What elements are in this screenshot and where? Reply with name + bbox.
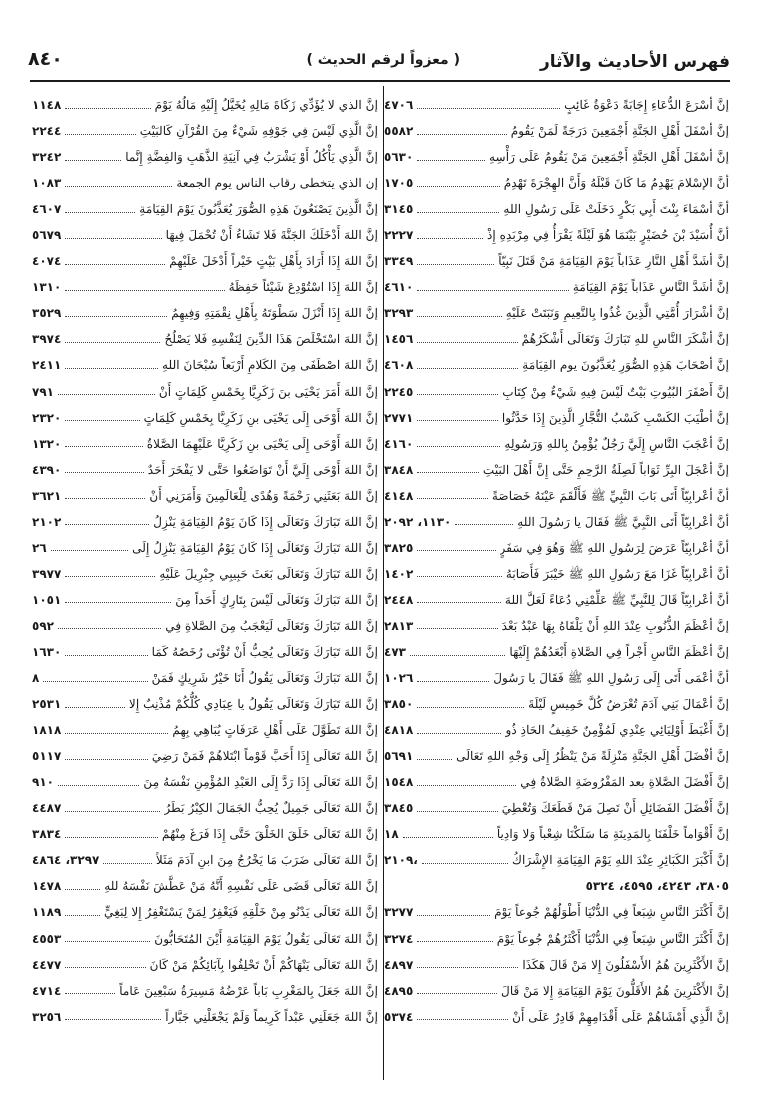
leader-dots [417, 394, 498, 395]
leader-dots [417, 472, 479, 473]
hadith-number: ٥٦٧٩ [32, 228, 62, 243]
leader-dots [417, 993, 497, 994]
leader-dots [417, 550, 495, 551]
hadith-text: إنَّ أَكْثَرَ النَّاسِ شِبَعاً فِي الدُّنْيَا أَكْثَرُهُمْ جُوعاً يَوْمَ [496, 931, 729, 946]
header-rule [30, 80, 730, 82]
hadith-number: ٢٥٣١ [32, 697, 62, 712]
hadith-number: ٤١٦٠ [384, 436, 414, 451]
hadith-text: إنَّ اللهَ أَوْحَى إِلَيَّ أَنْ تَوَاضَعُوا حَتَّى لا يَفْخَرَ أَحَدٌ [147, 462, 378, 477]
hadith-number: ٤١٤٨ [384, 488, 414, 503]
hadith-number: ٣٩٧٧ [32, 566, 62, 581]
hadith-text: إنَّ الأَكْثَرِينَ هُمُ الأَقَلُّونَ يَوْمَ القِيَامَةِ إِلا مَنْ قَالَ [500, 983, 729, 998]
hadith-text: إنَّ أَصْفَرَ البُيُوتِ بَيْتٌ لَيْسَ فِيهِ شَيْءٌ مِنْ كِتَابِ [502, 384, 729, 399]
index-entry [384, 92, 729, 118]
leader-dots [417, 707, 524, 708]
index-entry [384, 847, 729, 873]
hadith-text: إنَّ أصْحَابَ هَذِهِ الصُّوَرِ يُعَذَّبُونَ يوم القِيَامَةِ [522, 358, 729, 373]
hadith-text: إنَّ أعْجَلَ البِرِّ ثَوَاباً لَصِلَةُ الرَّحِمِ حَتَّى إِنَّ أَهْلَ البَيْتِ [482, 462, 729, 477]
index-entry [384, 483, 729, 509]
index-entry [32, 274, 378, 300]
leader-dots [65, 212, 135, 213]
leader-dots [455, 524, 513, 525]
hadith-text: إنَّ اللهَ أَوْحَى إِلَى يَحْيَى بنِ زَكَرِيَّا عَلَيْهِمَا الصَّلاةُ [146, 436, 378, 451]
hadith-number: ١٤٥٦ [384, 332, 414, 347]
hadith-text: إنَّ اللهَ تَعَالَى يَقُولُ يَوْمَ القِيَامَةِ أَيْنَ المُتَحَابُّونَ [154, 931, 378, 946]
hadith-text: أنَّ أعْرابِيّاً قَالَ لِلنَّبِيِّ ﷺ عَلِّمْنِي دُعَاءً لَعَلَّ اللهَ [504, 592, 729, 607]
leader-dots [65, 967, 145, 968]
page-header [28, 44, 730, 78]
hadith-number: ٣٦٢١ [32, 488, 62, 503]
hadith-number: ٣٢٤٢ [32, 150, 62, 165]
leader-dots [417, 108, 560, 109]
index-entry [384, 431, 729, 457]
hadith-text: إنَّ الَّذِي يَأْكُلُ أَوْ يَشْرَبُ فِي آنِيَةِ الذَّهَبِ وَالفِضَّةِ إِنَّما [125, 150, 378, 165]
index-entry [32, 665, 378, 691]
hadith-number: ١١٨٩ [32, 905, 62, 920]
hadith-number: ٢١٠٩، [384, 853, 418, 868]
leader-dots [417, 941, 492, 942]
leader-dots [65, 290, 224, 291]
hadith-text: إنَّ اللهَ تَبَارَكَ وَتَعَالَى إِذَا كَانَ يَوْمُ القِيَامَةِ يَنْزِلُ [153, 514, 378, 529]
hadith-number: ٢١٠٢ [32, 514, 62, 529]
index-entry [384, 457, 729, 483]
leader-dots [103, 863, 152, 864]
hadith-text: إنَّ اللهَ جَعَلَنِي عَبْداً كَرِيماً وَلَمْ يَجْعَلْنِي جَبَّاراً [165, 1009, 378, 1024]
leader-dots [417, 498, 488, 499]
index-entry [32, 795, 378, 821]
index-entry [384, 639, 729, 665]
leader-dots [65, 238, 161, 239]
leader-dots [417, 446, 500, 447]
hadith-number: ٥٥٨٢ [384, 124, 414, 139]
leader-dots [65, 889, 100, 890]
hadith-text: إنَّ اللهَ جَعَلَ بِالمَغْرِبِ بَاباً عَرْضُهُ مَسِيرَةُ سَبْعِينَ عَاماً [119, 983, 378, 998]
hadith-text: إنَّ الَّذِينَ يَصْنَعُونَ هَذِهِ الصُّوَرَ يُعَذَّبُونَ يَوْمَ القِيَامَةِ [139, 202, 378, 217]
leader-dots [417, 628, 497, 629]
hadith-number: ٣٣٤٩ [384, 254, 414, 269]
hadith-number: ٨ [32, 671, 40, 686]
leader-dots [65, 108, 150, 109]
hadith-text: أنَّ أعْرابِيّاً أَتَى النَّبِيَّ ﷺ فَقَالَ يا رَسُولَ اللهِ [517, 514, 729, 529]
hadith-number: ٢٢٤٤ [32, 124, 62, 139]
hadith-number: ١٤٧٨ [32, 879, 62, 894]
hadith-number: ٢٣٢٠ [32, 410, 62, 425]
hadith-text: أنَّ أعْمَى أَتَى إِلَى رَسُولِ اللهِ ﷺ فَقَالَ يا رَسُولَ [493, 671, 729, 686]
index-entry [32, 821, 378, 847]
hadith-number: ٩١٠ [32, 775, 54, 790]
leader-dots [65, 498, 145, 499]
index-entry [384, 405, 729, 431]
index-entry [384, 587, 729, 613]
index-entry [32, 587, 378, 613]
index-entry [32, 170, 378, 196]
hadith-text: إنَّ الَّذِي أَمْشَاهُمْ عَلَى أَقْدَامِهِمْ قَادِرٌ عَلَى أَنْ [512, 1009, 729, 1024]
index-entry [384, 717, 729, 743]
hadith-text: أنَّ أسْمَاءَ بِنْتَ أَبِي بَكْرٍ دَخَلَتْ عَلَى رَسُولِ اللهِ [503, 202, 729, 217]
index-entry [32, 509, 378, 535]
leader-dots [417, 264, 494, 265]
hadith-text: إنَّ أَغْبَطَ أَوْلِيَائِي عِنْدِي لَمُؤْمِنٌ خَفِيفُ الحَاذِ ذُو [505, 723, 729, 738]
leader-dots [417, 681, 489, 682]
leader-dots [65, 446, 143, 447]
hadith-text: إنَّ أعْظَمَ النَّاسِ أَجْراً فِي الصَّلاةِ أَبْعَدُهُمْ إِلَيْهَا [509, 645, 729, 659]
index-entry [32, 144, 378, 170]
hadith-number: ١٦٣٠ [32, 645, 62, 659]
leader-dots [417, 316, 501, 317]
leader-dots [65, 993, 115, 994]
index-entry [384, 613, 729, 639]
hadith-number: ٣١٤٥ [384, 202, 414, 217]
leader-dots [417, 134, 506, 135]
hadith-number: ٥٣٧٤ [384, 1009, 414, 1024]
hadith-text: إنَّ أشَدَّ أَهْلِ النَّارِ عَذَاباً يَوْمَ القِيَامَةِ مَنْ قَتَلَ نَبِيّاً [498, 254, 729, 269]
hadith-text: إنَّ الذي لا يُؤَدِّي زَكَاةَ مَالِهِ يُخَيَّلُ إِلَيْهِ مَالُهُ يَوْمَ [154, 98, 378, 113]
leader-dots [65, 837, 158, 838]
leader-dots [417, 915, 490, 916]
leader-dots [65, 420, 139, 421]
hadith-text: إنَّ أعْظَمَ الذُّنُوبِ عِنْدَ اللهِ أَنْ يَلْقَاهُ بِهَا عَبْدٌ بَعْدَ [501, 618, 729, 633]
hadith-number: ١٤٠٢ [384, 566, 414, 581]
index-entry [384, 379, 729, 405]
leader-dots [417, 1019, 508, 1020]
index-entry [32, 405, 378, 431]
hadith-text: إنَّ أَفْضَلَ الفَضَائِلِ أَنْ تَصِلَ مَنْ قَطَعَكَ وَتُعْطِيَ [501, 801, 729, 816]
hadith-text: إنَّ اللهَ تَبَارَكَ وَتَعَالَى لَيَعْجَبُ مِنَ الصَّلاةِ فِي [165, 618, 378, 633]
hadith-text: إنَّ اللهَ تَبَارَكَ وَتَعَالَى يَقُولُ أَنَا خَيْرُ شَرِيكٍ فَمَنْ [151, 671, 378, 686]
leader-dots [417, 342, 517, 343]
hadith-number: ٤٠٧٤ [32, 254, 62, 269]
leader-dots [417, 290, 569, 291]
section-subtitle: ( معزواً لرقم الحديث ) [306, 52, 460, 68]
hadith-number: ٣٢٧٤ [384, 931, 414, 946]
index-entry [384, 509, 729, 535]
hadith-number: ٤٦١٠ [384, 280, 414, 295]
right-column [384, 92, 729, 1030]
index-entry [384, 873, 729, 899]
leader-dots [417, 368, 518, 369]
index-entry [384, 821, 729, 847]
hadith-number: ٧٩١ [32, 384, 54, 399]
hadith-text: إنَّ اللهَ أَمَرَ يَحْيَى بنَ زَكَرِيَّا بِخَمْسِ كَلِمَاتٍ أَنْ [158, 384, 378, 399]
leader-dots [417, 785, 516, 786]
hadith-number: ٢٧٧١ [384, 410, 414, 425]
hadith-text: إنَّ اللهَ تَبَارَكَ وَتَعَالَى بَعَثَ حَبِيبِي جِبْرِيلَ عَلَيْهِ [159, 566, 378, 581]
hadith-text: إنَّ اللهَ تَعَالَى خَلَقَ الخَلْقَ حَتَّى إِذَا فَرَغَ مِنْهُمْ [161, 827, 378, 842]
index-entry [32, 483, 378, 509]
left-column [32, 92, 378, 1030]
index-entry [384, 691, 729, 717]
index-entry [32, 743, 378, 769]
index-entry [384, 1004, 729, 1030]
hadith-text: إنَّ أطْيَبَ الكَسْبِ كَسْبُ التُّجَّارِ الَّذِينَ إِذَا حَدَّثُوا [501, 410, 729, 425]
hadith-number: ٥٦٩١ [384, 749, 414, 764]
hadith-number: ٤٨١٨ [384, 723, 414, 738]
index-entry [384, 196, 729, 222]
index-entry [384, 144, 729, 170]
index-entry [32, 248, 378, 274]
index-entry [384, 535, 729, 561]
hadith-number: ٣٨٣٤ [32, 827, 62, 842]
index-entry [384, 978, 729, 1004]
hadith-text: إنَّ أَفْضَلَ الصَّلاةِ بعد المَفْرُوضَةِ الصَّلاةُ فِي [520, 775, 729, 790]
book-title: فهرس الأحاديث والآثار [539, 52, 730, 72]
hadith-text: إنَّ أشَدَّ النَّاسِ عَذَاباً يَوْمَ القِيَامَةِ [572, 280, 729, 295]
index-entry [384, 222, 729, 248]
hadith-text: إنَّ اللهَ تَعَالَى إِذَا رَدَّ إِلَى العَبْدِ المُؤْمِنِ نَفْسَهُ مِنَ [143, 775, 378, 790]
index-entry [32, 92, 378, 118]
hadith-number: ٣٨٤٨ [384, 462, 414, 477]
hadith-number: ٣٥٢٩ [32, 306, 62, 321]
hadith-number: ٣٢٥٦ [32, 1009, 62, 1024]
hadith-number: ١٣٢٠ [32, 436, 62, 451]
leader-dots [417, 602, 501, 603]
index-entry [32, 118, 378, 144]
leader-dots [65, 1019, 161, 1020]
hadith-text: إنَّ اللهَ تَطَوَّلَ عَلَى أَهْلِ عَرَفَاتٍ يُبَاهِي بِهِمُ [172, 723, 378, 738]
index-entry [384, 665, 729, 691]
leader-dots [65, 524, 149, 525]
index-entry [32, 379, 378, 405]
hadith-text: إنَّ أسْرَعَ الدُّعَاءِ إِجَابَةً دَعْوَةُ غَائِبٍ [564, 98, 729, 113]
hadith-number: ٣٨٥٠ [384, 697, 414, 712]
leader-dots [403, 837, 493, 838]
hadith-text: إنَّ اللهَ اصْطَفَى مِنَ الكَلامِ أَرْبَعاً سُبْحَانَ اللهِ [162, 358, 378, 373]
leader-dots [65, 915, 100, 916]
page-number: ٨٤٠ [28, 48, 63, 70]
leader-dots [65, 733, 168, 734]
index-entry [384, 170, 729, 196]
index-entry [384, 561, 729, 587]
leader-dots [65, 602, 171, 603]
leader-dots [65, 160, 121, 161]
hadith-number: ٤٧٣ [384, 645, 406, 659]
hadith-text: إنَّ أَقْوَاماً خَلْفَنَا بِالمَدِينَةِ مَا سَلَكْنَا شِعْباً وَلا وَادِياً [496, 827, 729, 842]
leader-dots [65, 186, 172, 187]
hadith-text: إنَّ اللهَ تَعَالَى يَدْنُو مِنْ خَلْقِهِ فَيَغْفِرُ لِمَنْ يَسْتَغْفِرُ إِلا لِبَغِيٍّ [104, 905, 378, 920]
index-entry [384, 926, 729, 952]
leader-dots [58, 628, 161, 629]
hadith-number: ٣٨٢٥ [384, 540, 414, 555]
hadith-text: إنَّ أعْمَالَ بَنِي آدَمَ تُعْرَضُ كُلَّ خَمِيسٍ لَيْلَةَ [528, 697, 729, 712]
hadith-text: أنَّ أعْرابِيّاً غَزَا مَعَ رَسُولِ اللهِ ﷺ خَيْبَرَ فَأَصَابَهُ [505, 566, 729, 581]
index-entry [32, 431, 378, 457]
hadith-text: إنَّ اللهَ إِذَا اسْتُوْدِعَ شَيْئاً حَفِظَهُ [228, 280, 378, 295]
hadith-number: ٤٧١٤ [32, 983, 62, 998]
hadith-number: ٤٦٠٧ [32, 202, 62, 217]
hadith-number: ١٥٤٨ [384, 775, 414, 790]
leader-dots [65, 368, 158, 369]
index-entry [32, 717, 378, 743]
leader-dots [58, 785, 139, 786]
hadith-number: ١٨١٨ [32, 723, 62, 738]
index-entry [32, 613, 378, 639]
hadith-text: أنَّ أعْرابِيّاً عَرَضَ لِرَسُولِ اللهِ ﷺ وَهُوَ فِي سَفَرٍ [499, 540, 729, 555]
hadith-text: إنَّ أفْضَلَ أَهْلِ الجَنَّةِ مَنْزِلَةً مَنْ يَنْظُرُ إِلَى وَجْهِ اللهِ تَعَالَى [456, 749, 729, 764]
leader-dots [65, 342, 160, 343]
hadith-number: ٤٥٥٣ [32, 931, 62, 946]
hadith-number: ٢٤٤٨ [384, 592, 414, 607]
leader-dots [410, 655, 505, 656]
leader-dots [422, 863, 508, 864]
hadith-text: إنَّ أعْجَبَ النَّاسِ إِلَيَّ رَجُلٌ يُؤْمِنُ بِاللهِ وَرَسُولِهِ [504, 436, 729, 451]
index-entry [32, 1004, 378, 1030]
hadith-text: إنَّ اللهَ إِذَا أَرَادَ بِأَهْلِ بَيْتٍ خَيْراً أَدْخَلَ عَلَيْهِمْ [169, 254, 378, 269]
hadith-text: إنَّ أسْفَلَ أَهْلِ الجَنَّةِ أَجْمَعِينَ مَنْ يَقُومُ عَلَى رَأْسِهِ [488, 150, 729, 165]
hadith-number: ١٠٢٦ [384, 671, 414, 686]
hadith-number: ٥١١٧ [32, 749, 62, 764]
hadith-text: إنَّ اللهَ تَبَارَكَ وَتَعَالَى يَقُولُ يا عِبَادِي كُلُّكُمْ مُذْنِبٌ إِلا [128, 697, 378, 712]
hadith-text: إنَّ اللهَ إِذَا أَنْزَلَ سَطْوَتَهُ بِأَهْلِ نِقْمَتِهِ وَفِيهِمُ [171, 306, 378, 321]
index-entry [32, 873, 378, 899]
index-entry [32, 952, 378, 978]
hadith-text: إنَّ أشْكَرَ النَّاسِ للهِ تَبَارَكَ وَتَعَالَى أَشْكَرُهُمْ [521, 332, 729, 347]
hadith-number: ٥٦٣٠ [384, 150, 414, 165]
hadith-text: إنَّ اللهَ أَوْحَى إِلَى يَحْيَى بنِ زَكَرِيَّا بِخَمْسِ كَلِمَاتٍ [143, 410, 378, 425]
leader-dots [51, 550, 128, 551]
leader-dots [65, 811, 160, 812]
index-entry [32, 196, 378, 222]
hadith-text: إنَّ اللهَ أَدْخَلَكَ الجَنَّةَ فَلا تَشَاءُ أَنْ تُحْمَلَ فِيهَا [165, 228, 378, 243]
hadith-text: إنَّ اللهَ تَبَارَكَ وَتَعَالَى إِذَا كَانَ يَوْمُ القِيَامَةِ يَنْزِلُ إِلَى [132, 540, 378, 555]
hadith-number: ١٨ [384, 827, 399, 842]
leader-dots [417, 186, 499, 187]
hadith-number: ١٧٠٥ [384, 176, 414, 191]
hadith-text: أنَّ أُسَيْدَ بْنَ حُضَيْرٍ بَيْنَمَا هُوَ لَيْلَةً يَقْرَأُ فِي مِرْبَدِهِ إِذْ [486, 228, 729, 243]
index-entry [384, 326, 729, 352]
hadith-number: ٢٢٤٥ [384, 384, 414, 399]
hadith-text: إنَّ الأَكْثَرِينَ هُمُ الأَسْفَلُونَ إِلا مَنْ قَالَ هَكَذَا [522, 957, 729, 972]
hadith-number: ٤٨٩٧ [384, 957, 414, 972]
hadith-number: ١١٣٠، ٢٠٩٢ [384, 514, 452, 529]
hadith-text: إنَّ اللهَ تَعَالَى جَمِيلٌ يُحِبُّ الجَمَالَ الكِبْرُ بَطَرُ [164, 801, 378, 816]
hadith-text: إنَّ الَّذِي لَيْسَ فِي جَوْفِهِ شَيْءٌ مِنَ القُرْآنِ كَالبَيْتِ [139, 124, 378, 139]
leader-dots [65, 941, 150, 942]
leader-dots [417, 967, 518, 968]
index-entry [32, 300, 378, 326]
index-entry [384, 769, 729, 795]
leader-dots [58, 394, 155, 395]
index-entry [384, 743, 729, 769]
hadith-text: إنَّ اللهَ تَعَالَى يَنْهَاكُمْ أَنْ تَحْلِفُوا بِآبَائِكُمْ مَنْ كَانَ [149, 957, 378, 972]
index-entry [32, 639, 378, 665]
hadith-number: ٣٢٩٧، ٤٨٦٤ [32, 853, 100, 868]
hadith-number: ٢٨١٣ [384, 618, 414, 633]
hadith-number: ١٠٨٣ [32, 176, 62, 191]
hadith-number: ١٠٥١ [32, 592, 62, 607]
hadith-number: ٤٨٩٥ [384, 983, 414, 998]
leader-dots [417, 811, 497, 812]
index-entry [32, 535, 378, 561]
index-entry [32, 561, 378, 587]
hadith-number: ١١٤٨ [32, 98, 62, 113]
hadith-text: أنَّ أعْرابِيّاً أَتَى بَابَ النَّبِيِّ ﷺ فَأَلْقَمَ عَيْنَهُ خَصَاصَةً [491, 488, 729, 503]
hadith-text: إنَّ اللهَ اسْتَخْلَصَ هَذَا الدِّينَ لِنَفْسِهِ فَلا يَصْلُحُ [164, 332, 378, 347]
leader-dots [417, 160, 485, 161]
hadith-text: إنَّ أسْفَلَ أَهْلِ الجَنَّةِ أَجْمَعِينَ دَرَجَةً لَمَنْ يَقُومُ [510, 124, 729, 139]
leader-dots [417, 733, 501, 734]
hadith-text: إنَّ أَكْثَرَ النَّاسِ شِبَعاً فِي الدُّنْيَا أَطْوَلُهُمْ جُوعاً يَوْمَ [494, 905, 729, 920]
hadith-number: ٣٨٤٥ [384, 801, 414, 816]
hadith-text: إنَّ اللهَ تَعَالَى إِذَا أَحَبَّ قَوْماً ابْتَلاهُمْ فَمَنْ رَضِيَ [151, 749, 378, 764]
hadith-text: إنَّ اللهَ تَعَالَى قَضَى عَلَى نَفْسِهِ أَنَّهُ مَنْ عَطَّشَ نَفْسَهُ للهِ [104, 879, 378, 894]
hadith-text: إنَّ اللهَ تَبَارَكَ وَتَعَالَى لَيْسَ بِتَارِكٍ أَحَداً مِنَ [175, 592, 378, 607]
leader-dots [65, 134, 135, 135]
index-entry [32, 352, 378, 378]
hadith-text: إن الذي يتخطى رقاب الناس يوم الجمعة [176, 176, 378, 191]
hadith-number: ٢٢٢٧ [384, 228, 414, 243]
index-entry [32, 978, 378, 1004]
hadith-number: ٥٩٢ [32, 618, 54, 633]
hadith-number: ٣٨٠٥، ٤٢٤٣، ٤٥٩٥، ٥٣٢٤ [585, 879, 729, 894]
index-entry [384, 352, 729, 378]
hadith-text: إنَّ اللهَ تَبَارَكَ وَتَعَالَى يُحِبُّ أَنْ تُؤْتَى رُخَصُهُ كَمَا [151, 645, 378, 659]
leader-dots [417, 212, 499, 213]
leader-dots [65, 264, 165, 265]
leader-dots [65, 472, 144, 473]
index-entry [32, 769, 378, 795]
index-entry [384, 248, 729, 274]
index-entry [384, 118, 729, 144]
index-entry [384, 952, 729, 978]
hadith-number: ١٣١٠ [32, 280, 62, 295]
leader-dots [417, 759, 452, 760]
index-entry [32, 899, 378, 925]
leader-dots [65, 576, 155, 577]
hadith-text: إنَّ اللهَ بَعَثَنِي رَحْمَةً وَهُدًى لِلْعَالَمِينَ وَأَمَرَنِي أَنْ [149, 488, 378, 503]
index-entry [384, 274, 729, 300]
index-entry [32, 847, 378, 873]
leader-dots [417, 420, 498, 421]
index-entry [32, 926, 378, 952]
hadith-number: ٤٤٧٧ [32, 957, 62, 972]
index-entry [384, 899, 729, 925]
hadith-text: إنَّ أشْرَارَ أُمَّتِي الَّذِينَ غُذُوا بِالنَّعِيمِ وَنَبَتَتْ عَلَيْهِ [505, 306, 729, 321]
index-entry [384, 795, 729, 821]
hadith-number: ٤٤٨٧ [32, 801, 62, 816]
hadith-number: ٣٩٧٤ [32, 332, 62, 347]
leader-dots [65, 759, 148, 760]
hadith-text: إنَّ أَكْبَرَ الكَبَائِرِ عِنْدَ اللهِ يَوْمَ القِيَامَةِ الإِشْرَاكُ [511, 853, 729, 868]
hadith-number: ٢٦ [32, 540, 47, 555]
index-entry [32, 222, 378, 248]
leader-dots [417, 238, 483, 239]
leader-dots [65, 316, 167, 317]
hadith-text: أنَّ الإسْلامَ يَهْدِمُ مَا كَانَ قَبْلَهُ وَأَنَّ الهِجْرَةَ تَهْدِمُ [503, 176, 729, 191]
hadith-number: ٣٢٩٣ [384, 306, 414, 321]
leader-dots [65, 655, 147, 656]
hadith-number: ٣٢٧٧ [384, 905, 414, 920]
hadith-text: إنَّ اللهَ تَعَالَى ضَرَبَ مَا يَخْرُجُ مِنَ ابنِ آدَمَ مَثَلاً [155, 853, 378, 868]
leader-dots [417, 576, 502, 577]
leader-dots [43, 681, 147, 682]
leader-dots [65, 707, 125, 708]
hadith-number: ٤٣٩٠ [32, 462, 62, 477]
hadith-number: ٤٧٠٦ [384, 98, 414, 113]
hadith-number: ٤٦٠٨ [384, 358, 414, 373]
index-entry [32, 326, 378, 352]
index-entry [32, 691, 378, 717]
index-entry [32, 457, 378, 483]
hadith-number: ٢٤١١ [32, 358, 62, 373]
index-entry [384, 300, 729, 326]
